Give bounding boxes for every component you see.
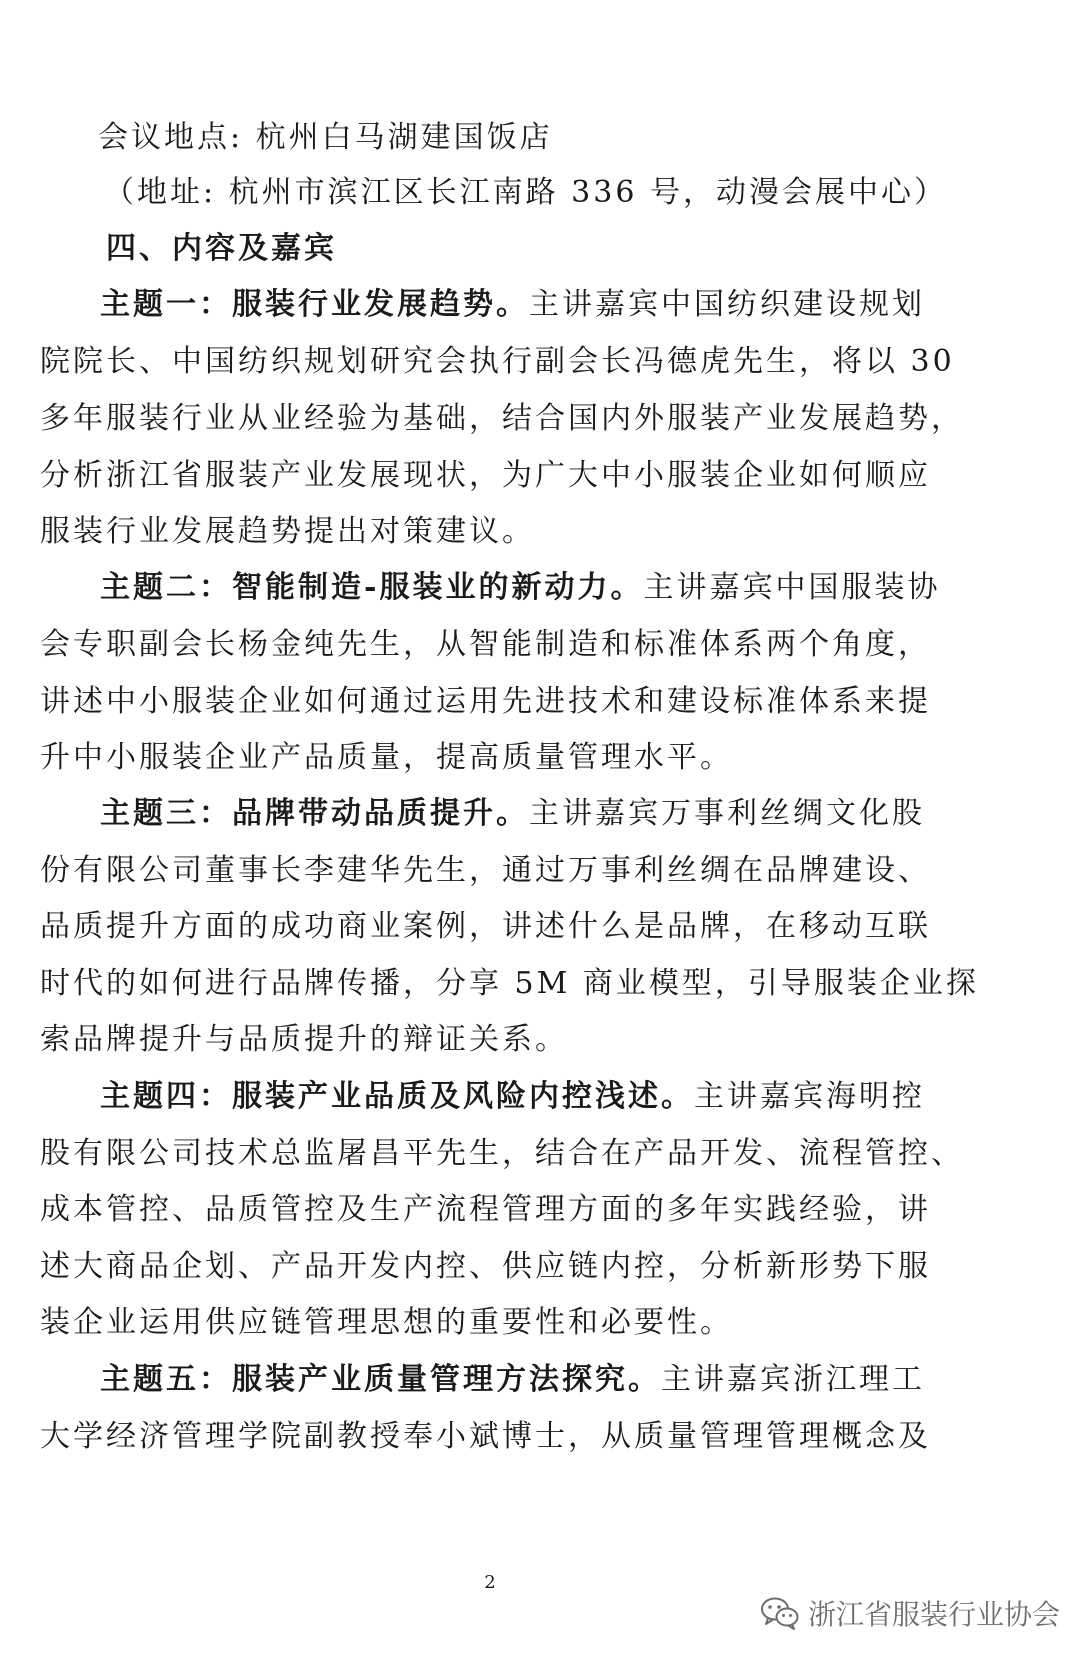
- topic-5-line: 大学经济管理学院副教授奉小斌博士，从质量管理管理概念及: [40, 1419, 931, 1454]
- topic-3-text: 主讲嘉宾万事利丝绸文化股: [529, 796, 925, 831]
- topic-3-line: 时代的如何进行品牌传播，分享 5M 商业模型，引导服装企业探: [40, 966, 979, 1001]
- wechat-icon: [760, 1596, 800, 1630]
- topic-1-text: 主讲嘉宾中国纺织建设规划: [529, 287, 925, 322]
- address-line: （地址: 杭州市滨江区长江南路 336 号，动漫会展中心）: [104, 175, 947, 210]
- topic-2-title: 主题二：智能制造-服装业的新动力。: [100, 570, 644, 605]
- topic-1-first-line: [0, 285, 1080, 325]
- section-heading: 四、内容及嘉宾: [106, 231, 337, 266]
- topic-2-line: 升中小服装企业产品质量，提高质量管理水平。: [40, 740, 733, 775]
- topic-1-line: 服装行业发展趋势提出对策建议。: [40, 514, 535, 549]
- topic-3-title: 主题三：品牌带动品质提升。: [100, 796, 529, 831]
- topic-4-first-line: [0, 1077, 1080, 1117]
- topic-2-first-line: [0, 568, 1080, 608]
- topic-3-line: 份有限公司董事长李建华先生，通过万事利丝绸在品牌建设、: [40, 853, 931, 888]
- topic-4-line: 股有限公司技术总监屠昌平先生，结合在产品开发、流程管控、: [40, 1136, 964, 1171]
- topic-3-line: 品质提升方面的成功商业案例，讲述什么是品牌，在移动互联: [40, 909, 931, 944]
- topic-2-text: 主讲嘉宾中国服装协: [643, 570, 941, 605]
- topic-5-first-line: [0, 1360, 1080, 1400]
- topic-3-first-line: [0, 794, 1080, 834]
- topic-2-line: 讲述中小服装企业如何通过运用先进技术和建设标准体系来提: [40, 684, 931, 719]
- topic-4-line: 装企业运用供应链管理思想的重要性和必要性。: [40, 1305, 733, 1340]
- topic-4-title: 主题四：服装产业品质及风险内控浅述。: [100, 1079, 694, 1114]
- topic-4-text: 主讲嘉宾海明控: [694, 1079, 925, 1114]
- topic-4-line: 成本管控、品质管控及生产流程管理方面的多年实践经验，讲: [40, 1192, 931, 1227]
- meeting-place-line: 会议地点: 杭州白马湖建国饭店: [98, 120, 553, 155]
- source-watermark: [760, 1590, 1060, 1636]
- topic-1-line: 院院长、中国纺织规划研究会执行副会长冯德虎先生，将以 30: [40, 344, 955, 379]
- topic-1-title: 主题一：服装行业发展趋势。: [100, 287, 529, 322]
- topic-5-title: 主题五：服装产业质量管理方法探究。: [100, 1362, 661, 1397]
- watermark-text: 浙江省服装行业协会: [808, 1598, 1061, 1631]
- topic-1-line: 分析浙江省服装产业发展现状，为广大中小服装企业如何顺应: [40, 458, 931, 493]
- page-number: 2: [484, 1572, 496, 1593]
- topic-5-text: 主讲嘉宾浙江理工: [661, 1362, 925, 1397]
- topic-2-line: 会专职副会长杨金纯先生，从智能制造和标准体系两个角度，: [40, 627, 931, 662]
- topic-4-line: 述大商品企划、产品开发内控、供应链内控，分析新形势下服: [40, 1249, 931, 1284]
- topic-1-line: 多年服装行业从业经验为基础，结合国内外服装产业发展趋势，: [40, 401, 964, 436]
- topic-3-line: 索品牌提升与品质提升的辩证关系。: [40, 1022, 568, 1057]
